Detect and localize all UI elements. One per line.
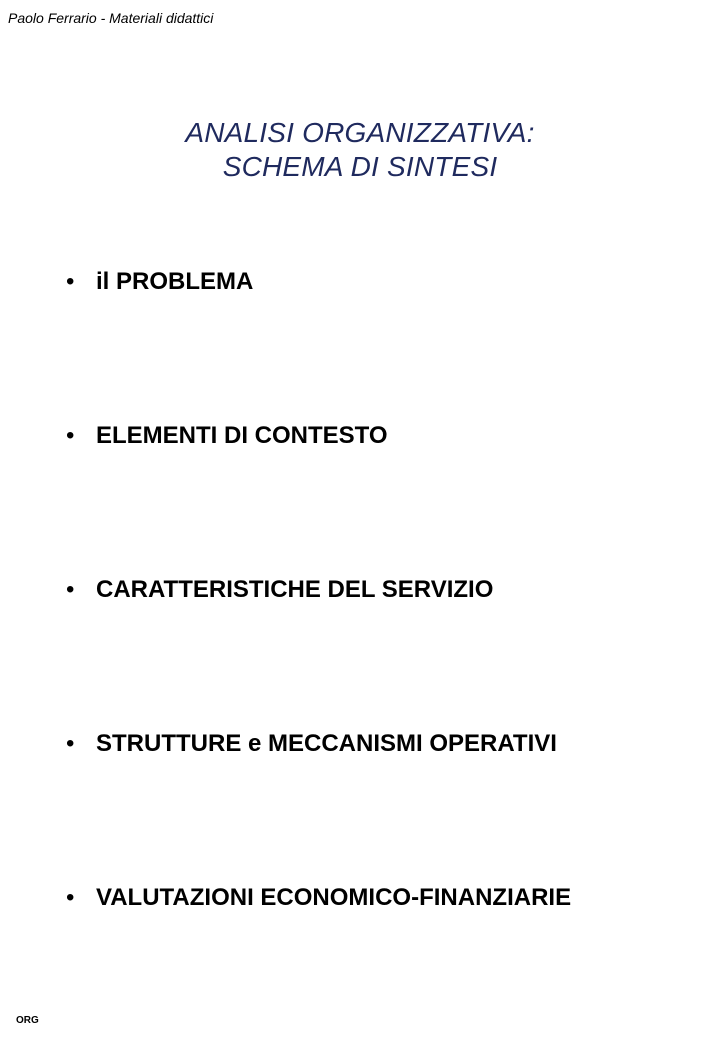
footer-code: ORG (16, 1015, 39, 1026)
bullet-text: il PROBLEMA (96, 268, 254, 295)
bullet-text: VALUTAZIONI ECONOMICO-FINANZIARIE (96, 884, 572, 911)
list-item (66, 730, 557, 758)
bullet-icon: • (66, 268, 75, 295)
bullet-icon: • (66, 884, 75, 911)
bullet-text: ELEMENTI DI CONTESTO (96, 422, 388, 449)
header-note: Paolo Ferrario - Materiali didattici (8, 10, 214, 26)
bullet-text: CARATTERISTICHE DEL SERVIZIO (96, 576, 494, 603)
bullet-icon: • (66, 422, 75, 449)
bullet-icon: • (66, 730, 75, 757)
title-line-1: ANALISI ORGANIZZATIVA: (185, 117, 535, 148)
list-item (66, 422, 388, 450)
title-line-2: SCHEMA DI SINTESI (222, 151, 498, 182)
bullet-text: STRUTTURE e MECCANISMI OPERATIVI (96, 730, 557, 757)
list-item (66, 884, 571, 912)
list-item (66, 576, 493, 604)
bullet-icon: • (66, 576, 75, 603)
list-item (66, 268, 253, 296)
